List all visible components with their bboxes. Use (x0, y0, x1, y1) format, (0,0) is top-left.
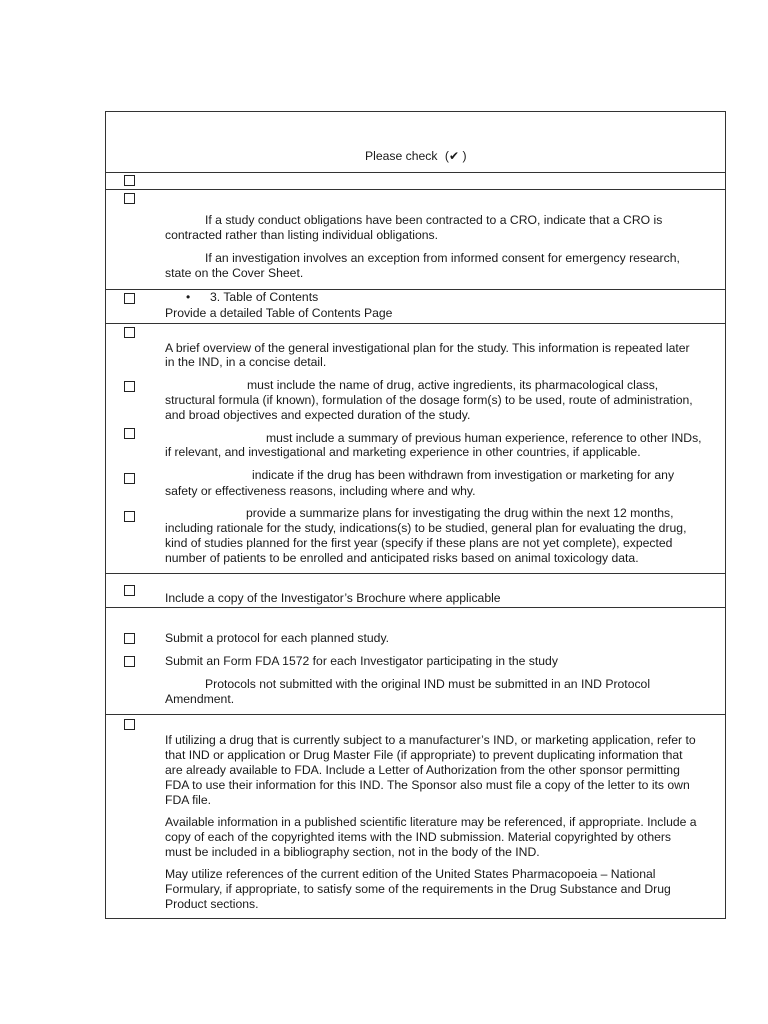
toc-heading: 3. Table of Contents (210, 290, 319, 304)
references-line: FDA to use their information for this IND. The Sponsor also must file a copy of the letter to its own (165, 778, 690, 792)
checkbox[interactable] (124, 381, 135, 392)
checkbox[interactable] (124, 175, 135, 186)
protocol-note-line: Protocols not submitted with the original IND must be submitted in an IND Protocol (205, 677, 651, 691)
checkbox[interactable] (124, 327, 135, 338)
references-line: are already available to FDA. Include a Letter of Authorization from the other sponsor permitting (165, 763, 680, 777)
consent-text-line: If an investigation involves an exception from informed consent for emergency research, (205, 251, 680, 265)
protocol-item: Submit a protocol for each planned study. (165, 631, 390, 645)
pharmacopoeia-line: Product sections. (165, 897, 259, 911)
checkbox[interactable] (124, 585, 135, 596)
references-line: that IND or application or Drug Master File (if appropriate) to prevent duplicating information that (165, 748, 683, 762)
checkbox[interactable] (124, 633, 135, 644)
row-divider (105, 289, 726, 290)
plan-item-line: must include a summary of previous human experience, reference to other INDs, (266, 431, 702, 445)
plan-item-line: indicate if the drug has been withdrawn from investigation or marketing for any (252, 468, 675, 482)
row-divider (105, 714, 726, 715)
row-divider (105, 573, 726, 574)
literature-line: Available information in a published scientific literature may be referenced, if appropriate. Include a (165, 815, 697, 829)
brochure-text: Include a copy of the Investigator’s Brochure where applicable (165, 591, 501, 605)
protocol-item: Submit an Form FDA 1572 for each Investigator participating in the study (165, 654, 558, 668)
row-divider (105, 607, 726, 608)
please-check-label (365, 149, 467, 164)
plan-item-line: and broad objectives and expected duration of the study. (165, 408, 471, 422)
check-mark-icon: (✔ ) (444, 149, 467, 163)
plan-item-line: safety or effectiveness reasons, including where and why. (165, 484, 476, 498)
toc-text: Provide a detailed Table of Contents Page (165, 306, 393, 320)
plan-item-line: provide a summarize plans for investigating the drug within the next 12 months, (246, 506, 674, 520)
literature-line: copy of each of the copyrighted items with the IND submission. Material copyrighted by others (165, 830, 672, 844)
cro-text-line: contracted rather than listing individual obligations. (165, 228, 439, 242)
row-divider (105, 189, 726, 190)
references-line: If utilizing a drug that is currently subject to a manufacturer’s IND, or marketing application, refer to (165, 733, 696, 747)
pharmacopoeia-line: May utilize references of the current edition of the United States Pharmacopoeia – National (165, 867, 656, 881)
plan-overview-line: in the IND, in a concise detail. (165, 355, 327, 369)
plan-item-line: structural formula (if known), formulation of the dosage form(s) to be used, route of administration, (165, 393, 693, 407)
checkbox[interactable] (124, 293, 135, 304)
literature-line: must be included in a bibliography section, not in the body of the IND. (165, 845, 540, 859)
plan-item-line: kind of studies planned for the first year (specify if these plans are not yet complete), expected (165, 536, 673, 550)
protocol-note-line: Amendment. (165, 692, 235, 706)
bullet-icon: • (186, 290, 191, 304)
checkbox[interactable] (124, 719, 135, 730)
please-check-text: Please check (365, 149, 438, 163)
cro-text-line: If a study conduct obligations have been contracted to a CRO, indicate that a CRO is (205, 213, 663, 227)
pharmacopoeia-line: Formulary, if appropriate, to satisfy some of the requirements in the Drug Substance and Drug (165, 882, 671, 896)
plan-item-line: number of patients to be enrolled and anticipated risks based on animal toxicology data. (165, 551, 639, 565)
plan-item-line: including rationale for the study, indications(s) to be studied, general plan for evaluating the drug, (165, 521, 687, 535)
checkbox[interactable] (124, 428, 135, 439)
checkbox[interactable] (124, 473, 135, 484)
references-line: FDA file. (165, 793, 212, 807)
row-divider (105, 172, 726, 173)
checkbox[interactable] (124, 193, 135, 204)
checkbox[interactable] (124, 511, 135, 522)
plan-item-line: must include the name of drug, active ingredients, its pharmacological class, (247, 378, 659, 392)
checkbox[interactable] (124, 656, 135, 667)
consent-text-line: state on the Cover Sheet. (165, 266, 304, 280)
plan-overview-line: A brief overview of the general investigational plan for the study. This information is repeated later (165, 341, 690, 355)
plan-item-line: if relevant, and investigational and marketing experience in other countries, if applicable. (165, 445, 641, 459)
row-divider (105, 323, 726, 324)
